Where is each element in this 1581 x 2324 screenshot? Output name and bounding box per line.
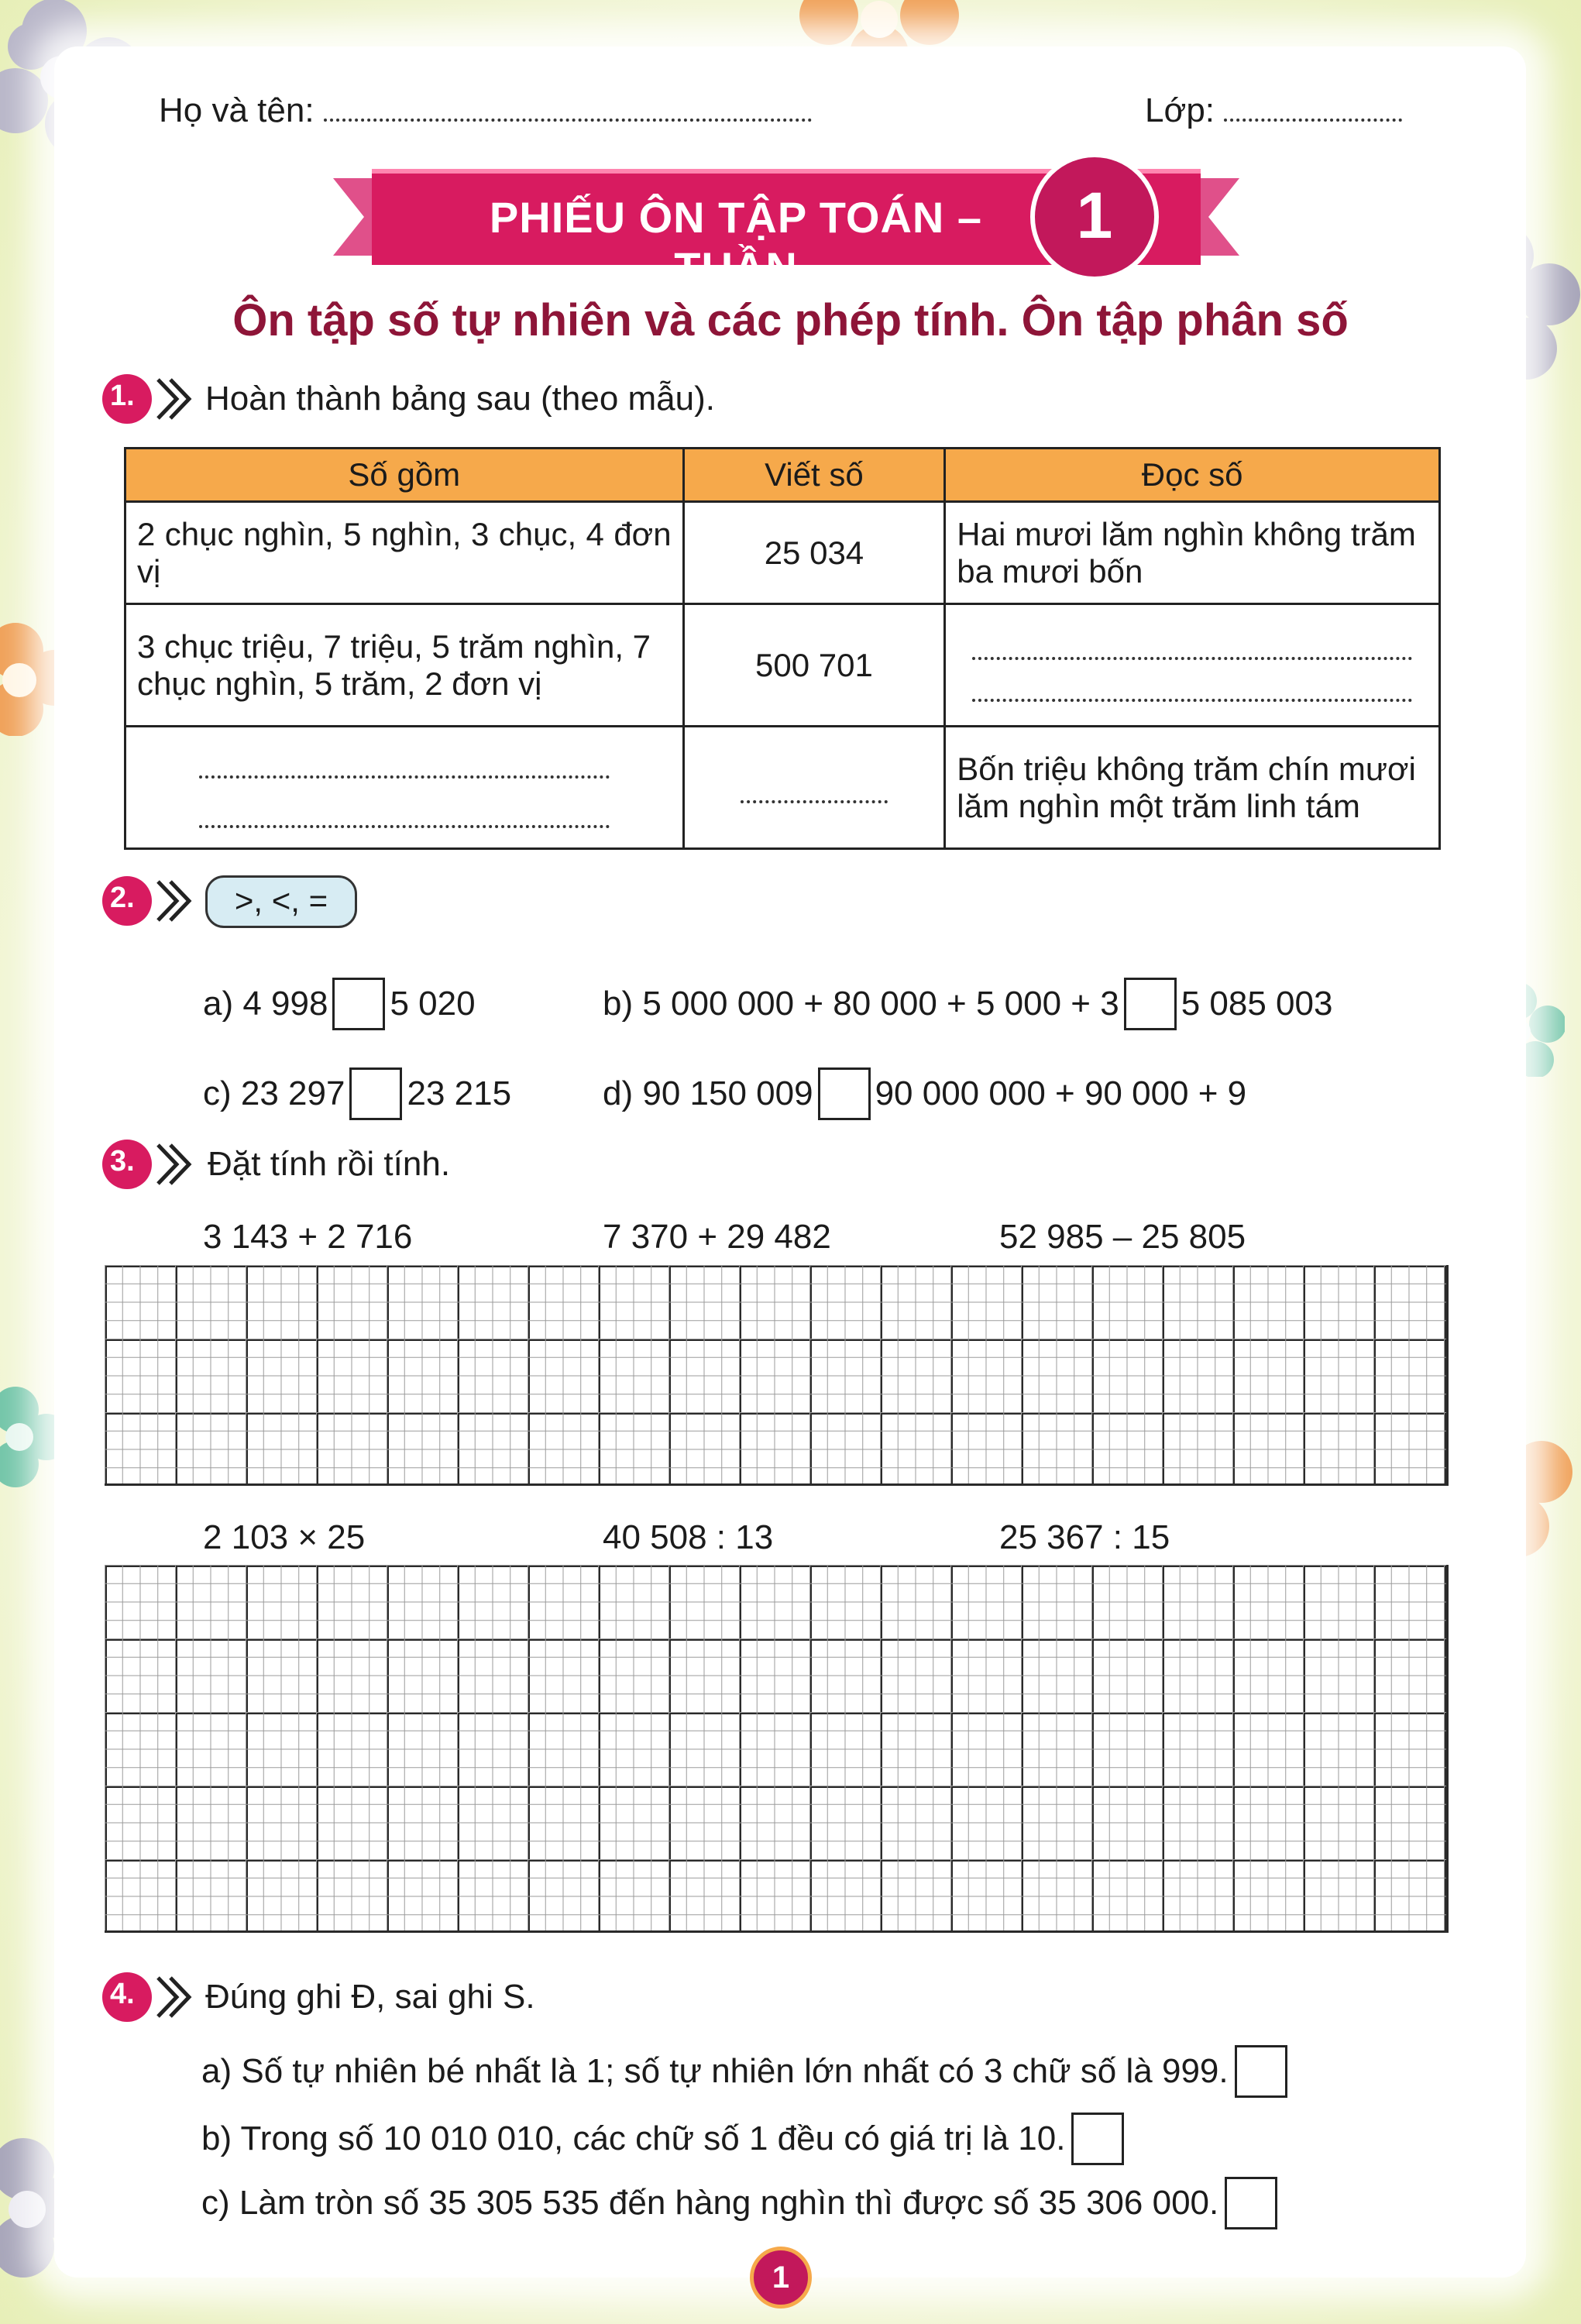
answer-blank[interactable] [199,797,610,828]
q3-instruction: Đặt tính rồi tính. [208,1145,451,1183]
class-label: Lớp: [1145,91,1215,129]
calc-expression: 2 103 × 25 [203,1518,366,1556]
answer-blank[interactable] [199,748,610,779]
q1-instruction: Hoàn thành bảng sau (theo mẫu). [205,380,716,418]
table-cell-doc-so: Bốn triệu không trăm chín mươi lăm nghìn một trăm linh tám [945,727,1440,849]
calc-expression: 25 367 : 15 [999,1518,1170,1556]
item-label: b) [603,985,634,1023]
statement-text: b) Trong số 10 010 010, các chữ số 1 đều có giá trị là 10. [201,2119,1066,2157]
class-field[interactable] [1145,91,1402,130]
answer-box[interactable] [1124,978,1177,1030]
q2-number: 2. [110,882,135,914]
calc-grid[interactable] [105,1265,1449,1486]
q4-number: 4. [110,1978,135,2010]
right-expression: 5 085 003 [1181,985,1333,1023]
q2-item-a [203,978,476,1030]
title-banner [333,155,1239,292]
calc-grid[interactable] [105,1565,1449,1933]
q2-item-d [603,1067,1246,1120]
column-header: Đọc số [945,449,1440,502]
number-table [124,447,1441,850]
left-expression: 23 297 [240,1074,345,1112]
table-cell-doc-so: Hai mươi lăm nghìn không trăm ba mươi bốn [945,502,1440,604]
name-blank[interactable] [324,112,812,122]
q4-instruction: Đúng ghi Đ, sai ghi S. [205,1978,535,2016]
page-number: 1 [750,2247,812,2309]
name-field[interactable] [159,91,812,130]
calc-expression: 52 985 – 25 805 [999,1218,1246,1256]
right-expression: 23 215 [407,1074,512,1112]
q3-number: 3. [110,1145,135,1177]
table-cell-viet-so: 25 034 [683,502,945,604]
banner-title: PHIẾU ÔN TẬP TOÁN – TUẦN [489,193,983,292]
class-blank[interactable] [1224,112,1402,122]
left-expression: 90 150 009 [642,1074,813,1112]
table-row [125,604,1440,727]
true-false-box[interactable] [1235,2045,1287,2098]
q4-item-b [201,2113,1124,2165]
left-expression: 5 000 000 + 80 000 + 5 000 + 3 [642,985,1119,1023]
q4-item-a [201,2045,1287,2098]
true-false-box[interactable] [1225,2177,1277,2229]
calc-expression: 3 143 + 2 716 [203,1218,413,1256]
right-expression: 5 020 [390,985,476,1023]
item-label: a) [203,985,234,1023]
q4-item-c [201,2177,1277,2229]
left-expression: 4 998 [242,985,328,1023]
table-cell-so-gom: 2 chục nghìn, 5 nghìn, 3 chục, 4 đơn vị [125,502,684,604]
page-subtitle: Ôn tập số tự nhiên và các phép tính. Ôn tập phân số [232,295,1349,346]
answer-blank-cell[interactable] [683,727,945,849]
statement-text: c) Làm tròn số 35 305 535 đến hàng nghìn thì được số 35 306 000. [201,2184,1219,2222]
q2-item-b [603,978,1332,1030]
week-number: 1 [1076,179,1113,252]
calc-expression: 7 370 + 29 482 [603,1218,831,1256]
calc-expression: 40 508 : 13 [603,1518,774,1556]
table-row [125,727,1440,849]
column-header: Viết số [683,449,945,502]
comparison-signs-badge: >, <, = [205,875,357,928]
q2-item-c [203,1067,511,1120]
answer-blank[interactable] [741,772,888,803]
statement-text: a) Số tự nhiên bé nhất là 1; số tự nhiên lớn nhất có 3 chữ số là 999. [201,2052,1229,2090]
item-label: d) [603,1074,634,1112]
q1-number: 1. [110,380,135,412]
table-header-row [125,449,1440,502]
answer-blank[interactable] [972,629,1412,660]
right-expression: 90 000 000 + 90 000 + 9 [875,1074,1247,1112]
column-header: Số gồm [125,449,684,502]
answer-box[interactable] [349,1067,402,1120]
answer-box[interactable] [332,978,385,1030]
answer-blank[interactable] [972,671,1412,702]
answer-box[interactable] [818,1067,871,1120]
true-false-box[interactable] [1071,2113,1124,2165]
answer-blank-cell[interactable] [125,727,684,849]
item-label: c) [203,1074,232,1112]
table-cell-so-gom: 3 chục triệu, 7 triệu, 5 trăm nghìn, 7 chục nghìn, 5 trăm, 2 đơn vị [125,604,684,727]
table-cell-viet-so: 500 701 [683,604,945,727]
answer-blank-cell[interactable] [945,604,1440,727]
name-label: Họ và tên: [159,91,314,129]
table-row [125,502,1440,604]
